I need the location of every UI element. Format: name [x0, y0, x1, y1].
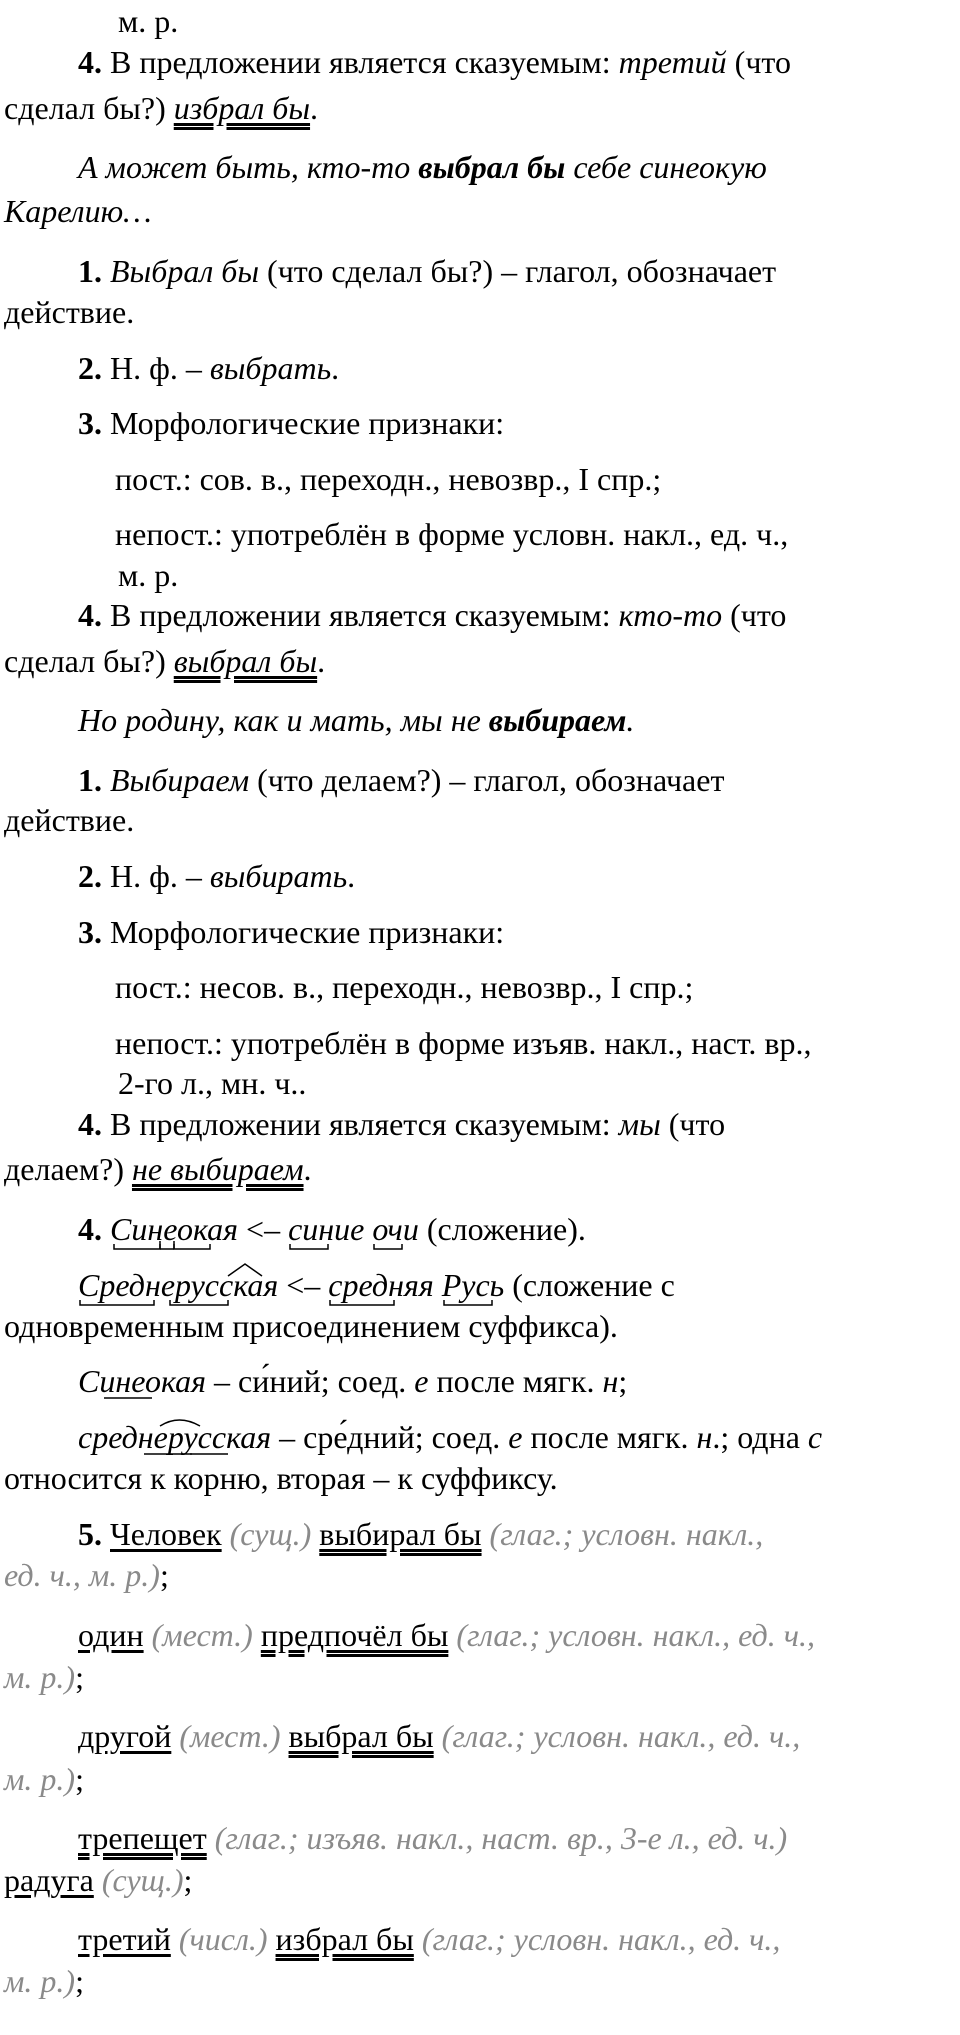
text-run: ;	[75, 1761, 84, 1797]
spelling-word-text: Синеокая	[78, 1363, 207, 1399]
text-line	[78, 911, 504, 953]
text-line	[115, 458, 661, 500]
text-line	[4, 640, 325, 682]
text-run: (сложение).	[418, 1211, 586, 1247]
source-word-text: средняя	[328, 1267, 434, 1303]
text-run: ;	[159, 1557, 169, 1593]
predicate-word: выбрал бы	[288, 1718, 434, 1754]
text-run	[222, 1516, 230, 1552]
item-number: 1.	[78, 762, 102, 798]
initial-form: выбирать	[209, 858, 348, 894]
item-number: 4.	[78, 1106, 102, 1142]
text-run	[102, 1211, 110, 1247]
text-run: 2-го л., мн. ч..	[118, 1065, 307, 1101]
text-run	[434, 1718, 442, 1754]
letter-term: н	[602, 1363, 619, 1399]
text-line	[78, 1208, 586, 1250]
grammar-note: (сущ.)	[229, 1516, 312, 1552]
spelling-word	[78, 1416, 271, 1458]
grammar-note: (глаг.; условн. накл., ед. ч.,	[421, 1921, 781, 1957]
text-line	[4, 1859, 192, 1901]
text-run: .	[310, 90, 319, 126]
predicate-word: не выбираем	[131, 1151, 304, 1187]
text-run	[414, 1921, 422, 1957]
word-formation-term	[110, 1208, 238, 1250]
grammar-note: (глаг.; изъяв. накл., наст. вр., 3-е л., ед. ч.)	[214, 1820, 788, 1856]
predicate-word: выбирал бы	[319, 1516, 482, 1552]
text-run	[102, 1516, 110, 1552]
text-line	[4, 799, 134, 841]
grammar-note: м. р.)	[4, 1963, 76, 1999]
text-run: .	[303, 1151, 312, 1187]
text-line	[78, 1103, 725, 1145]
text-run: Морфологические признаки:	[102, 914, 505, 950]
text-run: .	[331, 350, 340, 386]
subject-word: один	[78, 1617, 144, 1653]
text-run: ;	[183, 1862, 193, 1898]
spelling-word	[78, 1360, 206, 1402]
text-line	[78, 1817, 787, 1859]
word-formation-term	[78, 1264, 278, 1306]
item-number: 4.	[78, 597, 102, 633]
letter-term: с	[807, 1419, 823, 1455]
text-line	[78, 41, 791, 83]
text-run	[268, 1921, 276, 1957]
source-word-text: очи	[372, 1211, 419, 1247]
predicate-word: трепещет	[78, 1820, 207, 1856]
text-run: ;	[75, 1963, 84, 1999]
highlight-word: выбираем	[488, 702, 627, 738]
text-run: (что	[726, 44, 791, 80]
text-line	[78, 1715, 800, 1757]
letter-term: н	[696, 1419, 713, 1455]
subject-word: третий	[618, 44, 727, 80]
example-sentence	[4, 190, 152, 232]
text-run: м. р.	[118, 3, 179, 39]
text-line	[78, 1264, 675, 1306]
text-line	[78, 759, 724, 801]
text-line	[115, 966, 693, 1008]
text-line	[4, 1554, 169, 1596]
text-run: сделал бы?)	[4, 643, 174, 679]
text-run: .; одна	[712, 1419, 808, 1455]
predicate-word: выбрал бы	[173, 643, 318, 679]
text-run: В предложении является сказуемым:	[102, 597, 619, 633]
item-number: 5.	[78, 1516, 102, 1552]
compound-word: Синеокая	[110, 1211, 239, 1247]
text-run: .	[626, 702, 635, 738]
text-line	[4, 1656, 84, 1698]
example-sentence	[78, 146, 767, 188]
text-line	[78, 1416, 822, 1458]
source-word	[372, 1208, 418, 1250]
text-run: .	[347, 858, 356, 894]
text-run: (сложение с	[504, 1267, 675, 1303]
predicate-word: избрал бы	[275, 1921, 414, 1957]
grammar-note: м. р.)	[4, 1761, 76, 1797]
text-line	[78, 1614, 815, 1656]
source-word	[288, 1208, 364, 1250]
text-run: А может быть, кто-то	[78, 149, 419, 185]
subject-word: третий	[78, 1921, 171, 1957]
grammar-note: (числ.)	[178, 1921, 268, 1957]
grammar-note: (глаг.; условн. накл., ед. ч.,	[441, 1718, 801, 1754]
text-line	[4, 291, 134, 333]
text-line	[118, 554, 178, 596]
subject-word: мы	[618, 1106, 661, 1142]
text-line	[78, 594, 786, 636]
text-line	[78, 250, 776, 292]
text-run: Но родину, как и мать, мы не	[78, 702, 489, 738]
text-run: делаем?)	[4, 1151, 132, 1187]
item-number: 3.	[78, 914, 102, 950]
highlight-word: выбрал бы	[418, 149, 566, 185]
text-run: (что	[722, 597, 787, 633]
text-run: действие.	[4, 802, 135, 838]
text-run	[207, 1820, 215, 1856]
text-run	[144, 1617, 152, 1653]
text-run: пост.: сов. в., переходн., невозвр., I спр.;	[115, 461, 662, 497]
text-line	[78, 402, 504, 444]
source-word-text: синие	[288, 1211, 365, 1247]
source-word	[442, 1264, 505, 1306]
text-run: <–	[278, 1267, 329, 1303]
text-run: – си́ний; соед.	[206, 1363, 415, 1399]
predicate-word: предпочёл бы	[260, 1617, 449, 1653]
text-line	[115, 1022, 811, 1064]
analyzed-word: Выбрал бы	[110, 253, 260, 289]
text-line	[4, 1305, 618, 1347]
spelling-word-text: среднерусская	[78, 1419, 272, 1455]
grammar-note: (мест.)	[151, 1617, 253, 1653]
compound-word: Среднерусская	[78, 1267, 279, 1303]
text-line	[4, 1148, 312, 1190]
text-run: сделал бы?)	[4, 90, 174, 126]
grammar-note: (глаг.; условн. накл., ед. ч.,	[456, 1617, 815, 1653]
source-word	[328, 1264, 433, 1306]
grammar-note: (сущ.)	[101, 1862, 184, 1898]
text-run: непост.: употреблён в форме изъяв. накл., наст. вр.,	[115, 1025, 812, 1061]
text-run: В предложении является сказуемым:	[102, 1106, 619, 1142]
text-line	[78, 1360, 627, 1402]
item-number: 4.	[78, 44, 102, 80]
item-number: 2.	[78, 350, 102, 386]
source-word-text: Русь	[441, 1267, 505, 1303]
example-sentence	[78, 699, 634, 741]
text-run: после мягк.	[428, 1363, 603, 1399]
text-run	[171, 1921, 179, 1957]
text-run: относится к корню, вторая – к суффиксу.	[4, 1460, 558, 1496]
text-run	[94, 1862, 102, 1898]
text-run: одновременным присоединением суффикса).	[4, 1308, 618, 1344]
text-line	[115, 513, 788, 555]
text-run: действие.	[4, 294, 135, 330]
letter-term: е	[414, 1363, 429, 1399]
text-run	[253, 1617, 261, 1653]
letter-term: е	[508, 1419, 523, 1455]
text-line	[118, 0, 178, 42]
analyzed-word: Выбираем	[110, 762, 250, 798]
initial-form: выбрать	[209, 350, 332, 386]
text-line	[4, 1457, 558, 1499]
text-run: Н. ф. –	[102, 350, 210, 386]
text-run: .	[317, 643, 326, 679]
text-line	[78, 855, 355, 897]
text-line	[4, 1960, 84, 2002]
text-run	[434, 1267, 442, 1303]
grammar-note: (мест.)	[179, 1718, 281, 1754]
grammar-note: ед. ч., м. р.)	[4, 1557, 160, 1593]
text-run: Н. ф. –	[102, 858, 210, 894]
predicate-word: избрал бы	[173, 90, 311, 126]
text-run: Морфологические признаки:	[102, 405, 505, 441]
text-run: (что делаем?) – глагол, обозначает	[249, 762, 725, 798]
subject-word: кто-то	[618, 597, 723, 633]
item-number: 1.	[78, 253, 102, 289]
text-run	[482, 1516, 490, 1552]
subject-word: радуга	[4, 1862, 94, 1898]
text-run	[102, 253, 110, 289]
subject-word: другой	[78, 1718, 172, 1754]
text-line	[78, 1918, 780, 1960]
text-run	[102, 762, 110, 798]
text-run: ;	[75, 1659, 84, 1695]
text-run: м. р.	[118, 557, 179, 593]
text-line	[4, 87, 318, 129]
text-run: (что	[660, 1106, 726, 1142]
text-run: после мягк.	[522, 1419, 697, 1455]
text-line	[78, 1513, 763, 1555]
grammar-note: м. р.)	[4, 1659, 76, 1695]
text-run	[364, 1211, 372, 1247]
text-line	[4, 1758, 84, 1800]
text-run	[281, 1718, 289, 1754]
text-run: В предложении является сказуемым:	[102, 44, 619, 80]
text-run: себе синеокую	[565, 149, 767, 185]
text-run: <–	[238, 1211, 289, 1247]
item-number: 4.	[78, 1211, 102, 1247]
text-run: ;	[618, 1363, 628, 1399]
item-number: 3.	[78, 405, 102, 441]
text-line	[118, 1062, 306, 1104]
text-run: Карелию…	[4, 193, 152, 229]
text-run: пост.: несов. в., переходн., невозвр., I спр.;	[115, 969, 694, 1005]
text-run: – сре́дний; соед.	[271, 1419, 509, 1455]
text-run: непост.: употреблён в форме условн. накл., ед. ч.,	[115, 516, 789, 552]
text-line	[78, 347, 339, 389]
item-number: 2.	[78, 858, 102, 894]
subject-word: Человек	[110, 1516, 222, 1552]
text-run: (что сделал бы?) – глагол, обозначает	[259, 253, 777, 289]
grammar-note: (глаг.; условн. накл.,	[489, 1516, 764, 1552]
